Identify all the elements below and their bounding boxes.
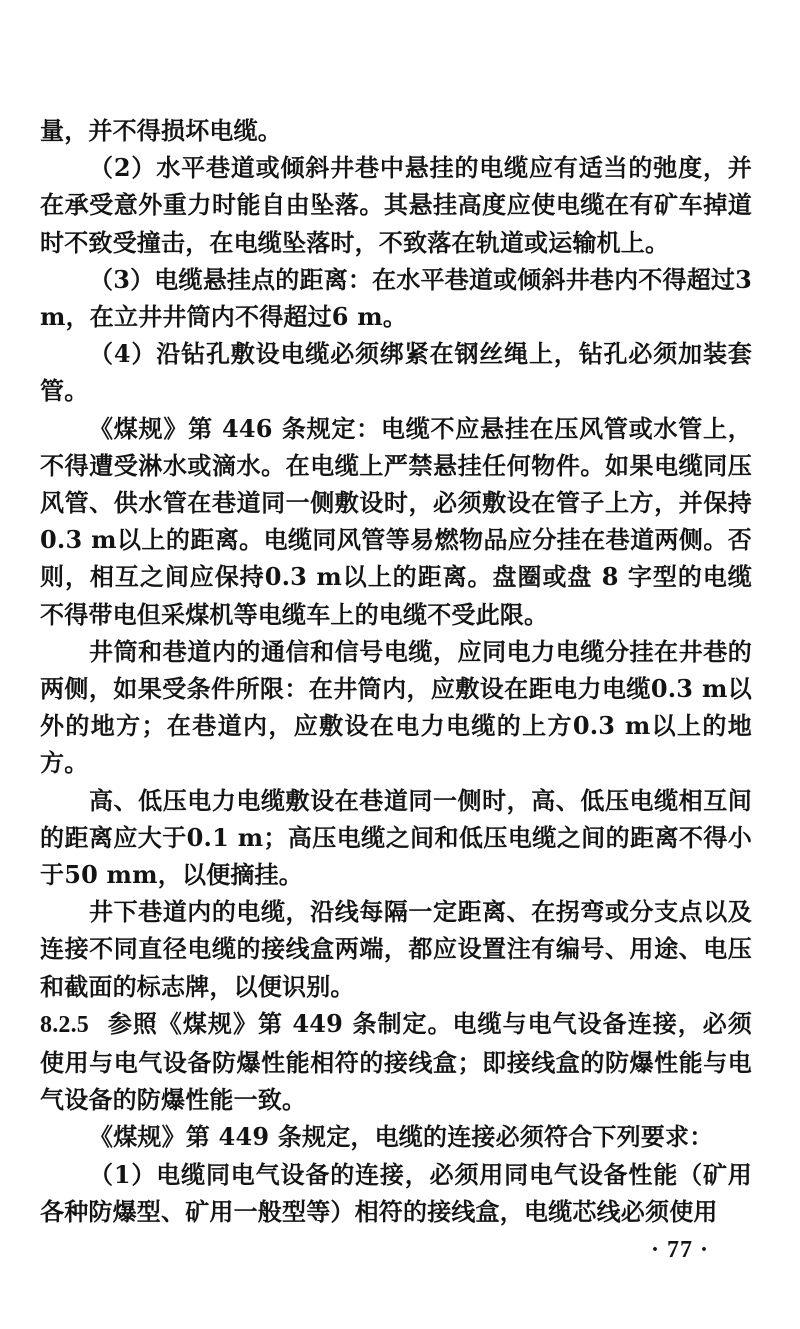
document-page <box>40 112 752 1230</box>
paragraph-rule-446: 《煤规》第 446 条规定：电缆不应悬挂在压风管或水管上，不得遭受淋水或滴水。在电缆上严禁悬挂任何物件。如果电缆同压风管、供水管在巷道同一侧敷设时，必须敷设在管子上方，并保持0.3 m以上的距离。电缆同风管等易燃物品应分挂在巷道两侧。否则，相互之间应保持0.3 m以上的距离。盘圈或盘 8 字型的电缆不得带电但采煤机等电缆车上的电缆不受此限。 <box>40 413 752 629</box>
paragraph-hv-lv-cables: 高、低压电力电缆敷设在巷道同一侧时，高、低压电缆相互间的距离应大于0.1 m；高压电缆之间和低压电缆之间的距离不得小于50 mm，以便摘挂。 <box>40 785 752 890</box>
paragraph-section-8-2-5 <box>40 1005 752 1119</box>
paragraph-continuation: 量，并不得损坏电缆。 <box>40 116 282 145</box>
paragraph-marker-signs: 井下巷道内的电缆，沿线每隔一定距离、在拐弯或分支点以及连接不同直径电缆的接线盒两端，都应设置注有编号、用途、电压和截面的标志牌，以便识别。 <box>40 897 752 1001</box>
paragraph-item-2: （2）水平巷道或倾斜井巷中悬挂的电缆应有适当的弛度，并在承受意外重力时能自由坠落。其悬挂高度应使电缆在有矿车掉道时不致受撞击，在电缆坠落时，不致落在轨道或运输机上。 <box>40 153 752 257</box>
page-number: · 77 · <box>650 1237 709 1263</box>
section-text: 参照《煤规》第 449 条制定。电缆与电气设备连接，必须使用与电气设备防爆性能相符的接线盒；即接线盒的防爆性能与电气设备的防爆性能一致。 <box>40 1008 752 1115</box>
section-number: 8.2.5 <box>40 1011 89 1038</box>
paragraph-rule-449: 《煤规》第 449 条规定，电缆的连接必须符合下列要求： <box>89 1122 714 1152</box>
paragraph-item-3: （3）电缆悬挂点的距离：在水平巷道或倾斜井巷内不得超过3 m，在立井井筒内不得超过6 m。 <box>40 264 752 332</box>
paragraph-signal-cables: 井筒和巷道内的通信和信号电缆，应同电力电缆分挂在井巷的两侧，如果受条件所限：在井筒内，应敷设在距电力电缆0.3 m以外的地方；在巷道内，应敷设在电力电缆的上方0.3 m以上的地方。 <box>40 636 752 778</box>
paragraph-item-4: （4）沿钻孔敷设电缆必须绑紧在钢丝绳上，钻孔必须加装套管。 <box>40 339 752 406</box>
paragraph-rule-449-item-1: （1）电缆同电气设备的连接，必须用同电气设备性能（矿用各种防爆型、矿用一般型等）相符的接线盒，电缆芯线必须使用 <box>40 1159 752 1226</box>
